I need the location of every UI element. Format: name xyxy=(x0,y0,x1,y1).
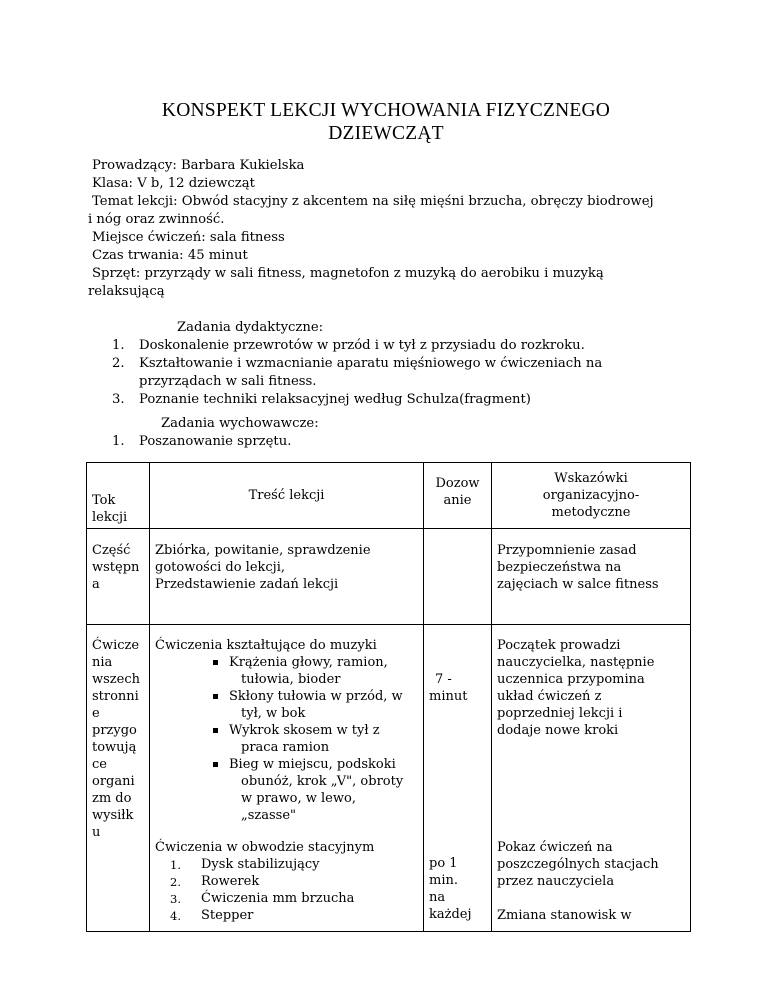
header-cell xyxy=(150,463,424,529)
cell-text: Początek prowadzi xyxy=(497,638,621,653)
cell-text: tył, w bok xyxy=(241,706,306,721)
educational-heading: Zadania wychowawcze: xyxy=(161,416,319,431)
table-row xyxy=(87,625,691,840)
content-cell xyxy=(150,625,424,840)
list-text: Doskonalenie przewrotów w przód i w tył z przysiadu do rozkroku. xyxy=(139,338,585,353)
list-number: 2. xyxy=(170,875,181,889)
cell-text: wstępn xyxy=(92,560,140,575)
cell-text: e xyxy=(92,706,100,721)
list-item xyxy=(207,756,418,824)
cell-text: ce xyxy=(92,757,107,772)
list-number: 1. xyxy=(112,338,125,353)
lesson-info xyxy=(88,157,692,301)
cell-text: wysiłk xyxy=(92,808,134,823)
cell-text: nauczycielka, następnie xyxy=(497,655,655,670)
cell-text: poszczególnych stacjach xyxy=(497,857,659,872)
dosage-cell xyxy=(424,529,492,625)
cell-text: tułowia, bioder xyxy=(241,672,341,687)
part-cell xyxy=(87,625,150,932)
cell-text: Rowerek xyxy=(201,874,260,889)
cell-text: przez nauczyciela xyxy=(497,874,615,889)
cell-text: każdej xyxy=(429,907,472,922)
list-item xyxy=(155,873,418,890)
list-item xyxy=(112,433,672,451)
cell-text: wszech xyxy=(92,672,140,687)
cell-text: Ćwiczenia w obwodzie stacyjnym xyxy=(155,840,375,855)
cell-text: Ćwiczenia mm brzucha xyxy=(201,891,355,906)
content-cell xyxy=(150,529,424,625)
cell-text: przygo xyxy=(92,723,137,738)
cell-text: 7 - xyxy=(435,672,452,687)
header-text: anie xyxy=(443,493,472,508)
dosage-cell xyxy=(424,625,492,840)
list-item xyxy=(207,654,418,688)
header-cell xyxy=(424,463,492,529)
cell-text: zm do xyxy=(92,791,132,806)
list-text: Poszanowanie sprzętu. xyxy=(139,434,292,449)
list-item xyxy=(207,688,418,722)
title-line: KONSPEKT LEKCJI WYCHOWANIA FIZYCZNEGO xyxy=(161,100,611,121)
didactic-heading: Zadania dydaktyczne: xyxy=(177,320,324,335)
cell-text: poprzedniej lekcji i xyxy=(497,706,623,721)
cell-text: „szasse" xyxy=(241,808,297,823)
list-item xyxy=(155,907,418,924)
table-row xyxy=(87,839,691,932)
cell-text: Wykrok skosem w tył z xyxy=(229,723,380,738)
cell-text: Zmiana stanowisk w xyxy=(497,908,632,923)
table-row xyxy=(87,529,691,625)
header-text: Dozow xyxy=(435,476,480,491)
cell-text: Część xyxy=(92,543,131,558)
cell-text: po 1 xyxy=(429,856,458,871)
cell-text: Stepper xyxy=(201,908,254,923)
cell-text: Pokaz ćwiczeń na xyxy=(497,840,613,855)
cell-text: towują xyxy=(92,740,137,755)
list-item xyxy=(112,355,672,391)
list-text: Poznanie techniki relaksacyjnej według Schulza(fragment) xyxy=(139,392,531,407)
equipment-line-cont: relaksującą xyxy=(88,284,165,299)
dosage-cell xyxy=(424,839,492,932)
equipment-line: Sprzęt: przyrządy w sali fitness, magnetofon z muzyką do aerobiku i muzyką xyxy=(92,266,604,281)
teacher-line: Prowadzący: Barbara Kukielska xyxy=(92,158,305,173)
cell-text: organi xyxy=(92,774,135,789)
header-text: Tok xyxy=(92,493,116,508)
cell-text: min. xyxy=(429,873,458,888)
cell-text: gotowości do lekcji, xyxy=(155,560,286,575)
list-number: 3. xyxy=(170,892,181,906)
educational-list xyxy=(112,433,672,451)
header-text: Treść lekcji xyxy=(248,488,325,503)
didactic-list xyxy=(112,337,672,409)
cell-text: minut xyxy=(429,689,468,704)
list-number: 4. xyxy=(170,909,181,923)
cell-text: w prawo, w lewo, xyxy=(241,791,356,806)
station-list xyxy=(155,856,418,924)
list-item xyxy=(207,722,418,756)
cell-text: Przypomnienie zasad xyxy=(497,543,637,558)
class-line: Klasa: V b, 12 dziewcząt xyxy=(92,176,255,191)
title-line: DZIEWCZĄT xyxy=(328,123,444,144)
cell-text: Przedstawienie zadań lekcji xyxy=(155,577,339,592)
list-item xyxy=(112,337,672,355)
header-text: lekcji xyxy=(92,510,128,525)
list-item xyxy=(155,890,418,907)
topic-line-cont: i nóg oraz zwinność. xyxy=(88,212,225,227)
notes-cell xyxy=(492,625,691,840)
list-number: 2. xyxy=(112,356,125,371)
list-text: Kształtowanie i wzmacnianie aparatu mięśniowego w ćwiczeniach na xyxy=(139,356,603,371)
content-cell xyxy=(150,839,424,932)
list-number: 1. xyxy=(170,858,181,872)
cell-text: Dysk stabilizujący xyxy=(201,857,320,872)
table-header-row xyxy=(87,463,691,529)
lesson-table xyxy=(86,462,691,932)
cell-text: uczennica przypomina xyxy=(497,672,645,687)
header-cell xyxy=(492,463,691,529)
header-cell xyxy=(87,463,150,529)
cell-text: a xyxy=(92,577,100,592)
duration-line: Czas trwania: 45 minut xyxy=(92,248,248,263)
cell-text: praca ramion xyxy=(241,740,330,755)
cell-text: Ćwiczenia kształtujące do muzyki xyxy=(155,638,377,653)
cell-text: Skłony tułowia w przód, w xyxy=(229,689,403,704)
cell-text: na xyxy=(429,890,446,905)
topic-line: Temat lekcji: Obwód stacyjny z akcentem na siłę mięśni brzucha, obręczy biodrowej xyxy=(92,194,654,209)
header-text: metodyczne xyxy=(551,505,631,520)
list-number: 3. xyxy=(112,392,125,407)
list-item xyxy=(112,391,672,409)
cell-text: Ćwicze xyxy=(92,638,140,653)
cell-text: stronni xyxy=(92,689,139,704)
cell-text: obunóż, krok „V", obroty xyxy=(241,774,404,789)
exercise-list xyxy=(155,654,418,824)
list-text: przyrządach w sali fitness. xyxy=(139,374,317,389)
cell-text: nia xyxy=(92,655,113,670)
cell-text: Krążenia głowy, ramion, xyxy=(229,655,388,670)
cell-text: bezpieczeństwa na xyxy=(497,560,622,575)
cell-text: zajęciach w salce fitness xyxy=(497,577,659,592)
list-item xyxy=(155,856,418,873)
part-cell xyxy=(87,529,150,625)
cell-text: u xyxy=(92,825,101,840)
list-number: 1. xyxy=(112,434,125,449)
header-text: organizacyjno- xyxy=(542,488,640,503)
document-title xyxy=(96,99,676,145)
header-text: Wskazówki xyxy=(554,471,628,486)
cell-text: dodaje nowe kroki xyxy=(497,723,619,738)
cell-text: układ ćwiczeń z xyxy=(497,689,602,704)
notes-cell xyxy=(492,839,691,932)
place-line: Miejsce ćwiczeń: sala fitness xyxy=(92,230,285,245)
cell-text: Bieg w miejscu, podskoki xyxy=(229,757,396,772)
cell-text: Zbiórka, powitanie, sprawdzenie xyxy=(155,543,371,558)
notes-cell xyxy=(492,529,691,625)
